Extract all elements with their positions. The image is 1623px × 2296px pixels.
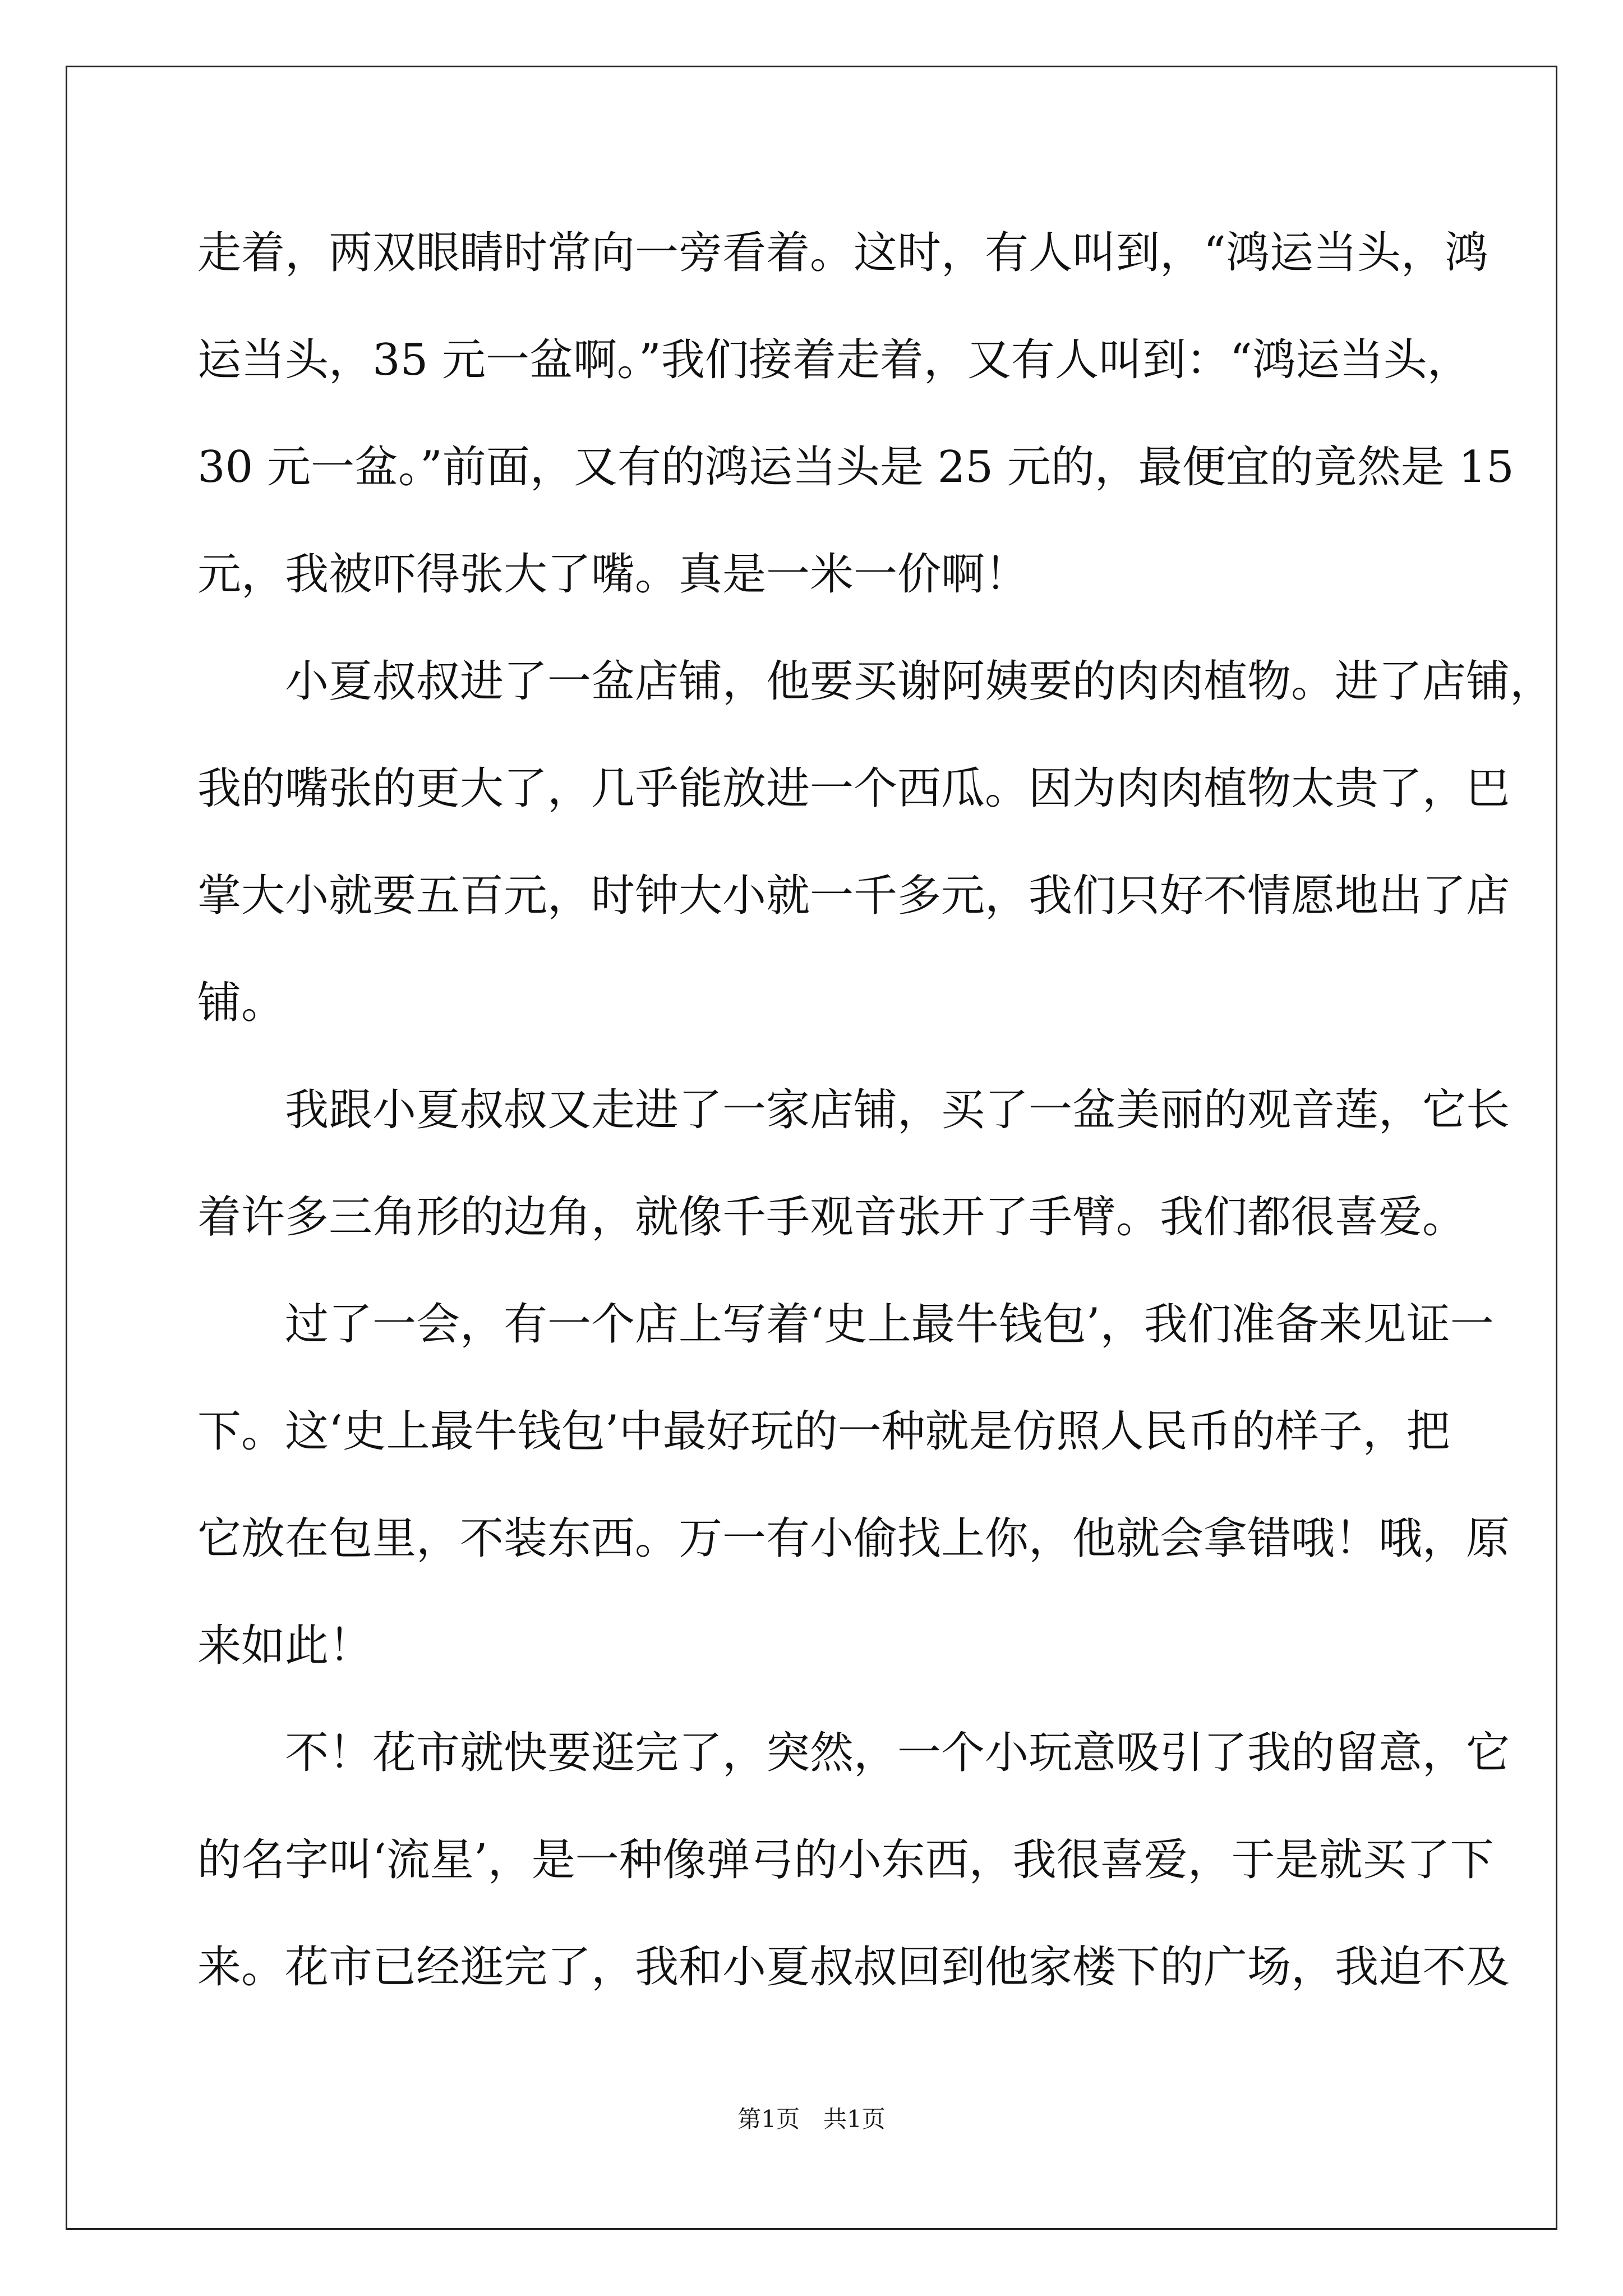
text-line: 我跟小夏叔叔又走进了一家店铺，买了一盆美丽的观音莲，它长: [197, 1085, 1510, 1135]
text-line: 走着，两双眼睛时常向一旁看着。这时，有人叫到，“鸿运当头，鸿: [197, 228, 1488, 278]
text-line: 来如此！: [197, 1621, 373, 1671]
text-line: 它放在包里，不装东西。万一有小偷找上你，他就会拿错哦！哦，原: [197, 1513, 1510, 1564]
text-line: 不！花市就快要逛完了，突然，一个小玩意吸引了我的留意，它: [197, 1728, 1510, 1778]
text-line: 下。这‘史上最牛钱包’中最好玩的一种就是仿照人民币的样子，把: [197, 1406, 1450, 1457]
text-line: 铺。: [197, 978, 285, 1028]
text-line: 掌大小就要五百元，时钟大小就一千多元，我们只好不情愿地出了店: [197, 871, 1510, 921]
text-line: 过了一会，有一个店上写着‘史上最牛钱包’，我们准备来见证一: [197, 1299, 1494, 1350]
text-line: 小夏叔叔进了一盆店铺，他要买谢阿姨要的肉肉植物。进了店铺，: [197, 656, 1554, 707]
text-line: 我的嘴张的更大了，几乎能放进一个西瓜。因为肉肉植物太贵了，巴: [197, 763, 1510, 814]
page-number-footer: 第1页 共1页: [737, 2105, 886, 2133]
text-line: 的名字叫‘流星’，是一种像弹弓的小东西，我很喜爱，于是就买了下: [197, 1835, 1494, 1885]
document-body: [197, 200, 1554, 2021]
text-line: 着许多三角形的边角，就像千手观音张开了手臂。我们都很喜爱。: [197, 1192, 1467, 1243]
text-line: 元，我被吓得张大了嘴。真是一米一价啊！: [197, 549, 1029, 600]
text-line: 运当头，35 元一盆啊。”我们接着走着，又有人叫到：“鸿运当头，: [197, 335, 1471, 385]
text-line: 来。花市已经逛完了，我和小夏叔叔回到他家楼下的广场，我迫不及: [197, 1942, 1510, 1993]
text-line: 30 元一盆。”前面，又有的鸿运当头是 25 元的，最便宜的竟然是 15: [197, 442, 1514, 493]
